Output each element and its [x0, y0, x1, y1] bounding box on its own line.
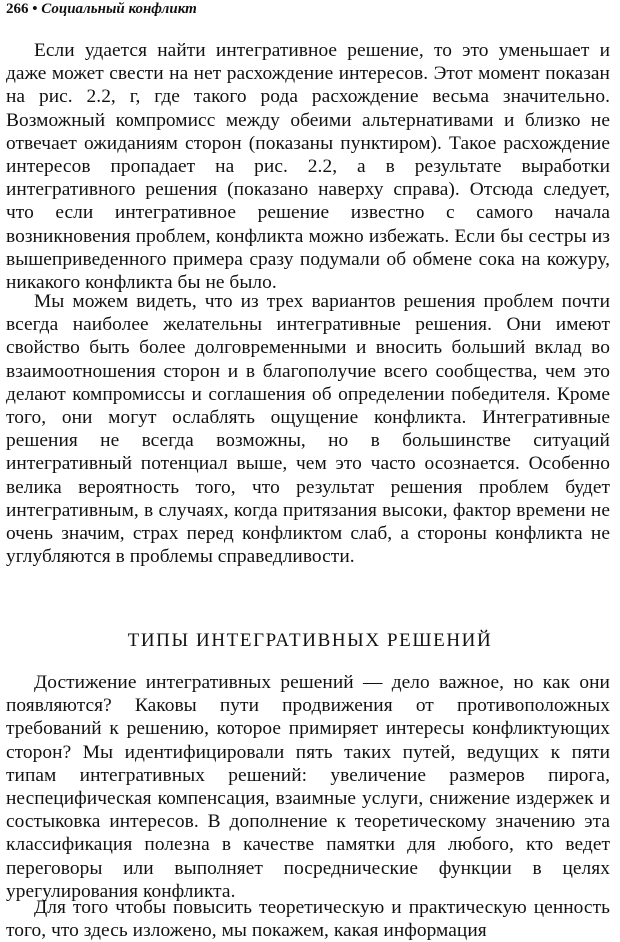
header-separator: • — [32, 1, 38, 17]
section-heading: ТИПЫ ИНТЕГРАТИВНЫХ РЕШЕНИЙ — [127, 630, 493, 651]
running-title: Социальный конфликт — [41, 1, 197, 17]
paragraph-2: Мы можем видеть, что из трех вариантов решения проблем почти всегда наиболее желательны интегративные решения. Они имеют свойство быть более долговременными и вносить больший вклад во взаимоотношения сторон и в благополучие всего сообщества, чем это делают компромиссы и соглашения об определении победителя. Кроме того, они могут ослаблять ощущение конфликта. Интегративные решения не всегда возможны, но в большинстве ситуаций интегративный потенциал выше, чем это часто осознается. Особенно велика вероятность того, что результат решения проблем будет интегративным, в случаях, когда притязания высоки, фактор времени не очень значим, страх перед конфликтом слаб, а стороны конфликта не углубляются в проблемы справедливости. — [6, 291, 610, 568]
running-head — [6, 0, 197, 18]
paragraph-3: Достижение интегративных решений — дело важное, но как они появляются? Каковы пути продвижения от противоположных требований к решению, которое примиряет интересы конфликтующих сторон? Мы идентифицировали пять таких путей, ведущих к пяти типам интегративных решений: увеличение размеров пирога, неспецифическая компенсация, взаимные услуги, снижение издержек и состыковка интересов. В дополнение к теоретическому значению эта классификация полезна в качестве памятки для любого, кто ведет переговоры или выполняет посреднические функции в целях урегулирования конфликта. — [6, 672, 610, 902]
paragraph-4: Для того чтобы повысить теоретическую и практическую ценность того, что здесь изложено, мы покажем, какая информация — [6, 897, 610, 942]
page-number: 266 — [6, 1, 29, 17]
paragraph-1: Если удается найти интегративное решение, то это уменьшает и даже может свести на нет расхождение интересов. Этот момент показан на рис. 2.2, г, где такого рода расхождение весьма значительно. Возможный компромисс между обеими альтернативами и близко не отвечает ожиданиям сторон (показаны пунктиром). Такое расхождение интересов пропадает на рис. 2.2, а в результате выработки интегративного решения (показано наверху справа). Отсюда следует, что если интегративное решение известно с самого начала возникновения проблем, конфликта можно избежать. Если бы сестры из вышеприведенного примера сразу подумали об обмене сока на кожуру, никакого конфликта бы не было. — [6, 40, 610, 294]
